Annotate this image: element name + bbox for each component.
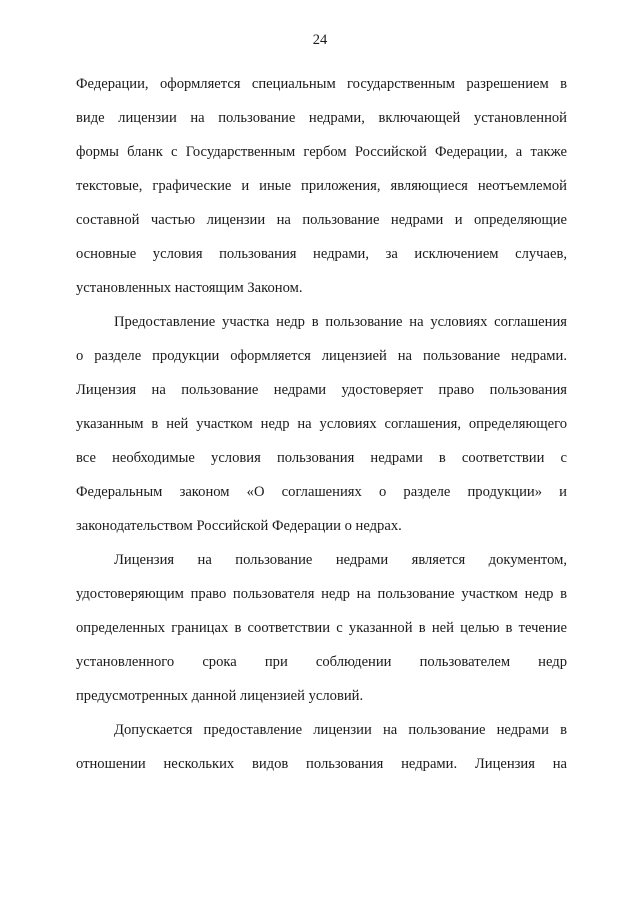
text-line: установленных настоящим Законом. — [76, 280, 303, 296]
text-line: установленного срока при соблюдении пользователем недр — [76, 654, 567, 670]
text-line: удостоверяющим право пользователя недр на пользование участком недр в — [76, 586, 567, 602]
text-line: текстовые, графические и иные приложения, являющиеся неотъемлемой — [76, 178, 567, 194]
text-line: предусмотренных данной лицензией условий. — [76, 688, 364, 704]
text-line: Допускается предоставление лицензии на пользование недрами в — [114, 722, 567, 738]
paragraph — [76, 305, 567, 543]
text-line: виде лицензии на пользование недрами, включающей установленной — [76, 110, 567, 126]
paragraph — [76, 713, 567, 781]
document-body — [76, 67, 567, 781]
text-line: составной частью лицензии на пользование недрами и определяющие — [76, 212, 567, 228]
text-line: основные условия пользования недрами, за исключением случаев, — [76, 246, 567, 262]
text-line: Лицензия на пользование недрами является документом, — [114, 552, 567, 568]
text-line: Лицензия на пользование недрами удостоверяет право пользования — [76, 382, 567, 398]
text-line: Федеральным законом «О соглашениях о разделе продукции» и — [76, 484, 567, 500]
text-line: законодательством Российской Федерации о недрах. — [76, 518, 402, 534]
text-line: все необходимые условия пользования недрами в соответствии с — [76, 450, 567, 466]
paragraph — [76, 67, 567, 305]
text-line: Предоставление участка недр в пользование на условиях соглашения — [114, 314, 567, 330]
text-line: отношении нескольких видов пользования недрами. Лицензия на — [76, 756, 567, 772]
text-line: Федерации, оформляется специальным государственным разрешением в — [76, 76, 567, 92]
page-number: 24 — [312, 32, 328, 48]
text-line: определенных границах в соответствии с указанной в ней целью в течение — [76, 620, 567, 636]
text-line: формы бланк с Государственным гербом Российской Федерации, а также — [76, 144, 567, 160]
text-line: о разделе продукции оформляется лицензией на пользование недрами. — [76, 348, 567, 364]
text-line: указанным в ней участком недр на условиях соглашения, определяющего — [76, 416, 567, 432]
paragraph — [76, 543, 567, 713]
